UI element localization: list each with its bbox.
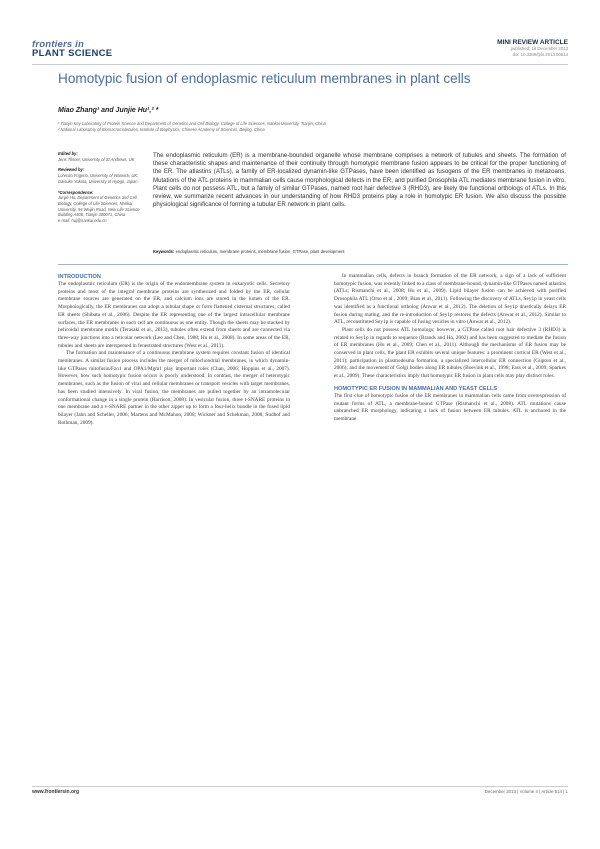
reviewed-by-label: Reviewed by: [58,167,85,173]
author-list: Miao Zhang¹ and Junjie Hu¹,² * [58,107,159,114]
doi-link[interactable]: doi: 10.3389/fpls.2013.00514 [512,52,568,57]
keywords-label: Keywords: [153,249,175,254]
reviewed-by: Lorenzo Frigerio, University of Warwick, UK; Daisuke Yokota, University of Hyogo, Japan [58,173,139,184]
editorial-sidebar [58,151,142,224]
footer-divider [32,786,568,787]
header-divider [32,64,568,65]
correspondence-label: *Correspondence: [58,189,94,195]
abstract: The endoplasmic reticulum (ER) is a membrane-bounded organelle whose membrane comprises a network of tubules and sheets. The formation of these characteristic shapes and maintenance of their continuity through homotypic membrane fusion appears to be critical for the proper functioning of the ER. The atlastins (ATLs), a family of ER-localized dynamin-like GTPases, have been identified as fusogens of the ER membranes in metazoans. Mutations of the ATL proteins in mammalian cells cause morphological defects in the ER, and purified Drosophila ATL mediates membrane fusion in vitro. Plant cells do not possess ATL, but a family of similar GTPases, named root hair defective 3 (RHD3), are likely the functional orthologs of ATLs. In this review, we summarize recent advances in our understanding of how RHD3 proteins play a role in homotypic ER fusion. We also discuss the possible physiological significance of forming a tubular ER network in plant cells. [153,152,566,209]
affiliations [58,121,568,133]
paragraph: Plant cells do not possess ATL homologs; however, a GTPase called root hair defective 3 (RHD3) is related to Sey1p in regards to sequence (Brands and Ho, 2002) and has been suggested to mediate the fusion of ER membranes (Hu et al., 2009; Chen et al., 2011). Although the mechanisms of ER fusion may be conserved in plant cells, the plant ER exhibits several unique features: a prominent cortical ER (West et al., 2011); participation in plasmodesma formation, a specialized intercellular ER connection (Gupton et al., 2006); and the movement of Golgi bodies along ER tubules (Boevink et al., 1998; Fass et al., 2009; Sparkes et al., 2009). These characteristics imply that homotypic ER fusion in plant cells may play distinct roles. [334,326,566,380]
paragraph: The endoplasmic reticulum (ER) is the origin of the endomembrane system in eukaryotic cells. Secretory proteins and most of the integral membrane proteins are synthesized and folded by the ER, cellular membrane sources are generated on the ER, and calcium ions are stored in the lumen of the ER. Morphologically, the ER membranes can adopt a tubular shape or form flattened cisternal structures, called ER sheets (Shibata et al., 2006). Despite the ER representing one of the largest intracellular membrane surfaces, the ER membranes in each cell are continuous as one entity. Though the sheets may be stacked by helicoidal membrane motifs (Terasaki et al., 2013), tubules often extend from sheets and are connected via three-way junctions into a reticular network (Lee and Chen, 1988; Hu et al., 2008). In some areas of the ER, tubules and sheets are interspersed in fenestrated structures (West et al., 2011). [58,281,290,349]
affiliation-2: ² National Laboratory of Biomacromolecules, Institute of Biophysics, Chinese Academy of Sciences, Beijing, China [58,127,265,132]
journal-name-line1: frontiers in [32,39,85,50]
section-heading-introduction: INTRODUCTION [58,274,101,280]
paragraph: In mammalian cells, defects in branch formation of the ER network, a sign of a lack of sufficient homotypic fusion, was recently linked to a class of membrane-bound, dynamin-like GTPases named atlastins (ATLs; Rismanchi et al., 2008; Hu et al., 2009). Lipid bilayer fusion can be achieved with purified Drosophila ATL (Orso et al., 2009; Bian et al., 2011). Following the discovery of ATLs, Sey1p in yeast cells was identified as a functional ortholog (Anwar et al., 2012). The deletion of Sey1p drastically delays ER fusion during mating, and the re-introduction of Sey1p restores the defects (Anwar et al., 2012). Similar to ATL, reconstituted Sey1p is capable of fusing vesicles in vitro (Anwar et al., 2012). [334,273,566,326]
edited-by-label: Edited by: [58,151,78,156]
edited-by: Jens Tilsner, University of St Andrews, UK [58,156,135,162]
article-type: MINI REVIEW ARTICLE [497,39,568,46]
paragraph: The first clue of homotypic fusion of the ER membranes in mammalian cells came from overexpression of mutant forms of ATL, a membrane-bound GTPase (Rismanchi et al., 2008). ATL mutations cause unbranched ER morphology, indicating a lack of fusion between ER tubules. ATL is anchored in the membrane [334,392,566,422]
footer-website-link[interactable]: www.frontiersin.org [32,789,80,795]
correspondence-address: Junjie Hu, Department of Genetics and Cell Biology, College of Life Sciences, Nankai University, 94 Weijin Road, New Life Science Building A408, Tianjin 300071, China [58,195,140,218]
body-column-right [334,273,566,424]
article-title: Homotypic fusion of endoplasmic reticulum membranes in plant cells [58,71,471,86]
keywords-list: endoplasmic reticulum, membrane proteins, membrane fusion, GTPase, plant development [175,249,345,254]
journal-name-line2: PLANT SCIENCE [32,48,113,59]
keywords [153,249,566,254]
journal-logo [32,40,112,58]
footer-issue-info: December 2013 | Volume 4 | Article 514 | 1 [484,789,568,794]
abstract-divider [58,264,568,265]
paragraph: The formation and maintenance of a continuous membrane system requires constant fusion of identical membranes. A similar fusion process includes the merger of mitochondrial membranes, in which dynamin-like GTPases mitofusin/Fzo1 and OPA1/Mgm1 play important roles (Chan, 2006; Hoppins et al., 2007). However, how such homotypic fusion occurs is poorly understood. In contrast, the merger of heterotypic membranes, such as the fusion of viral and cellular membranes or transport vesicles with target membranes, has been studied intensively. In viral fusion, the membranes are pulled together by an intramolecular conformational change in a single protein (Harrison, 2008). In vesicular fusion, three t-SNARE proteins in one membrane and a v-SNARE partner in the other zipper up to form a four-helix bundle in the fused lipid bilayer (Jahn and Scheller, 2006; Martens and McMahon, 2008; Wickner and Schekman, 2008; Sudhof and Rothman, 2009). [58,350,290,426]
correspondence-email[interactable]: e-mail: huj@nankai.edu.cn [58,218,107,224]
article-meta [497,40,568,58]
body-column-left [58,273,290,427]
published-date: published: 16 December 2013 [510,46,568,51]
section-heading-mammalian-yeast: HOMOTYPIC ER FUSION IN MAMMALIAN AND YEAST CELLS [334,385,498,392]
affiliation-1: ¹ Tianjin Key Laboratory of Protein Science and Department of Genetics and Cell Biology, College of Life Sciences, Nankai University, Tianjin, China [58,121,326,126]
